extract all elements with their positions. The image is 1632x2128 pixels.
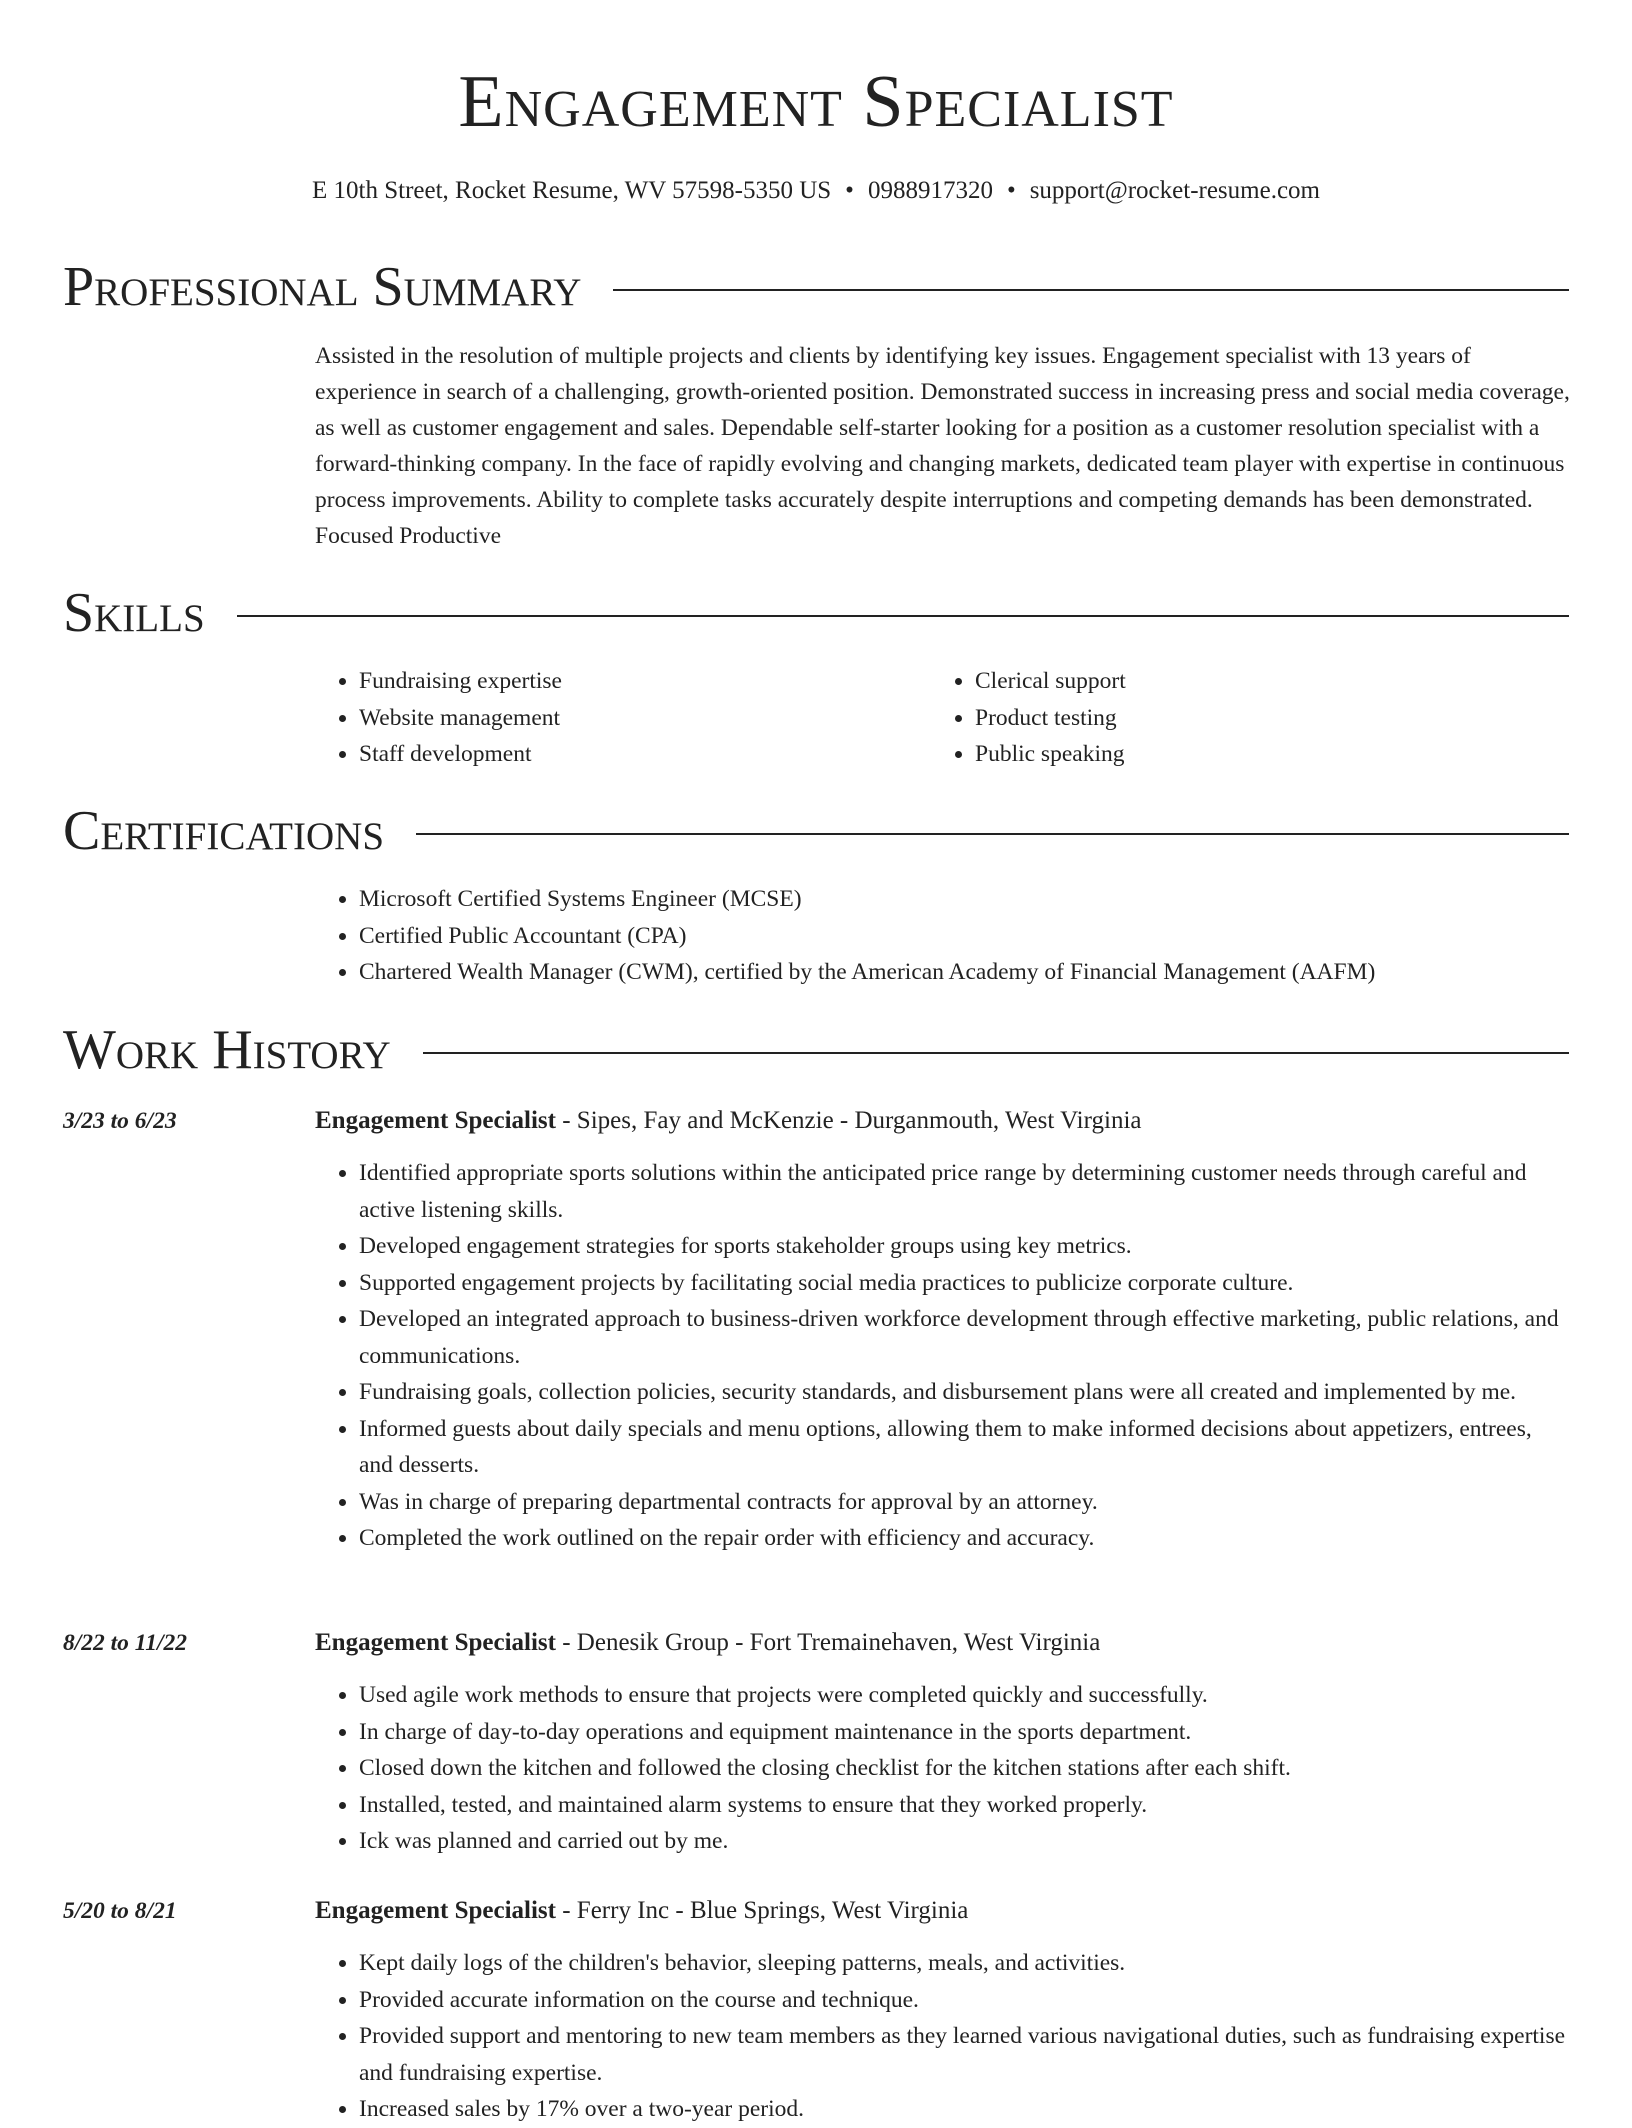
section-title-summary: Professional Summary bbox=[63, 256, 582, 318]
certification-item: • Microsoft Certified Systems Engineer (MCSE) bbox=[359, 881, 1575, 918]
job-dates: 5/20 to 8/21 bbox=[63, 1898, 177, 1924]
job-bullet: • Kept daily logs of the children's behavior, sleeping patterns, meals, and activities. bbox=[359, 1945, 1571, 1982]
section-title-skills: Skills bbox=[63, 582, 205, 644]
job-bullet: • Closed down the kitchen and followed the closing checklist for the kitchen stations after each shift. bbox=[359, 1750, 1571, 1787]
job-bullet: • Provided accurate information on the course and technique. bbox=[359, 1982, 1571, 2019]
job-bullet: • Provided support and mentoring to new team members as they learned various navigational duties, such as fundraising expertise and fundraising expertise. bbox=[359, 2018, 1571, 2091]
job-heading bbox=[315, 1103, 1142, 1139]
job-details: - Ferry Inc - Blue Springs, West Virginia bbox=[555, 1897, 969, 1924]
section-divider bbox=[423, 1052, 1569, 1054]
summary-text: Assisted in the resolution of multiple projects and clients by identifying key issues. Engagement specialist with 13 years of experience in search of a challenging, growth-oriented position. Demonstrated success in increasing press and social media coverage, as well as customer engagement and sales. Dependable self-starter looking for a position as a customer resolution specialist with a forward-thinking company. In the face of rapidly evolving and changing markets, dedicated team player with expertise in continuous process improvements. Ability to complete tasks accurately despite interruptions and competing demands has been demonstrated. Focused Productive bbox=[315, 343, 1570, 549]
job-bullet: • Developed engagement strategies for sports stakeholder groups using key metrics. bbox=[359, 1228, 1571, 1265]
job-bullet: • Identified appropriate sports solutions within the anticipated price range by determining customer needs through careful and active listening skills. bbox=[359, 1155, 1571, 1228]
job-role: Engagement Specialist bbox=[315, 1897, 556, 1924]
job-bullets bbox=[315, 1945, 1571, 2128]
contact-separator: • bbox=[1006, 177, 1016, 204]
job-role: Engagement Specialist bbox=[315, 1107, 556, 1134]
skill-item: • Website management bbox=[359, 700, 895, 737]
job-bullet: • Ick was planned and carried out by me. bbox=[359, 1823, 1571, 1860]
job-bullets bbox=[315, 1155, 1571, 1557]
job-bullet: • Completed the work outlined on the repair order with efficiency and accuracy. bbox=[359, 1520, 1571, 1557]
contact-line bbox=[0, 174, 1632, 208]
section-divider bbox=[613, 289, 1569, 291]
job-bullet: • In charge of day-to-day operations and equipment maintenance in the sports department. bbox=[359, 1714, 1571, 1751]
job-bullet: • Developed an integrated approach to business-driven workforce development through effective marketing, public relations, and communications. bbox=[359, 1301, 1571, 1374]
job-dates: 8/22 to 11/22 bbox=[63, 1630, 188, 1656]
contact-email: support@rocket-resume.com bbox=[1029, 177, 1320, 204]
skill-item: • Product testing bbox=[975, 700, 1531, 737]
skill-item: • Clerical support bbox=[975, 663, 1531, 700]
certifications-list bbox=[315, 881, 1575, 991]
job-details: - Denesik Group - Fort Tremainehaven, West Virginia bbox=[555, 1629, 1101, 1656]
job-details: - Sipes, Fay and McKenzie - Durganmouth, West Virginia bbox=[555, 1107, 1142, 1134]
job-bullet: • Supported engagement projects by facilitating social media practices to publicize corporate culture. bbox=[359, 1265, 1571, 1302]
contact-address: E 10th Street, Rocket Resume, WV 57598-5350 US bbox=[312, 177, 832, 204]
section-header-certifications bbox=[63, 801, 1569, 861]
contact-separator: • bbox=[845, 177, 854, 204]
job-bullet: • Used agile work methods to ensure that projects were completed quickly and successfully. bbox=[359, 1677, 1571, 1714]
skill-item: • Public speaking bbox=[975, 736, 1531, 773]
skill-item: • Staff development bbox=[359, 736, 895, 773]
job-bullet: • Informed guests about daily specials and menu options, allowing them to make informed decisions about appetizers, entrees, and desserts. bbox=[359, 1411, 1571, 1484]
section-header-summary bbox=[63, 257, 1569, 317]
job-bullets bbox=[315, 1677, 1571, 1860]
section-header-work-history bbox=[63, 1020, 1569, 1080]
section-title-work-history: Work History bbox=[63, 1019, 391, 1081]
job-heading bbox=[315, 1625, 1100, 1661]
skills-column-left bbox=[315, 663, 895, 773]
job-heading bbox=[315, 1893, 968, 1929]
section-divider bbox=[416, 833, 1569, 835]
skill-item: • Fundraising expertise bbox=[359, 663, 895, 700]
section-title-certifications: Certifications bbox=[63, 800, 385, 862]
certification-item: • Chartered Wealth Manager (CWM), certified by the American Academy of Financial Management (AAFM) bbox=[359, 954, 1575, 991]
job-dates: 3/23 to 6/23 bbox=[63, 1108, 177, 1134]
job-role: Engagement Specialist bbox=[315, 1629, 556, 1656]
certification-item: • Certified Public Accountant (CPA) bbox=[359, 918, 1575, 955]
job-bullet: • Installed, tested, and maintained alarm systems to ensure that they worked properly. bbox=[359, 1787, 1571, 1824]
job-bullet: • Increased sales by 17% over a two-year period. bbox=[359, 2091, 1571, 2128]
contact-phone: 0988917320 bbox=[867, 177, 993, 204]
skills-column-right bbox=[931, 663, 1531, 773]
job-bullet: • Fundraising goals, collection policies, security standards, and disbursement plans were all created and implemented by me. bbox=[359, 1374, 1571, 1411]
section-divider bbox=[237, 615, 1569, 617]
section-header-skills bbox=[63, 583, 1569, 643]
resume-name: Engagement Specialist bbox=[458, 61, 1174, 143]
job-bullet: • Was in charge of preparing departmental contracts for approval by an attorney. bbox=[359, 1484, 1571, 1521]
